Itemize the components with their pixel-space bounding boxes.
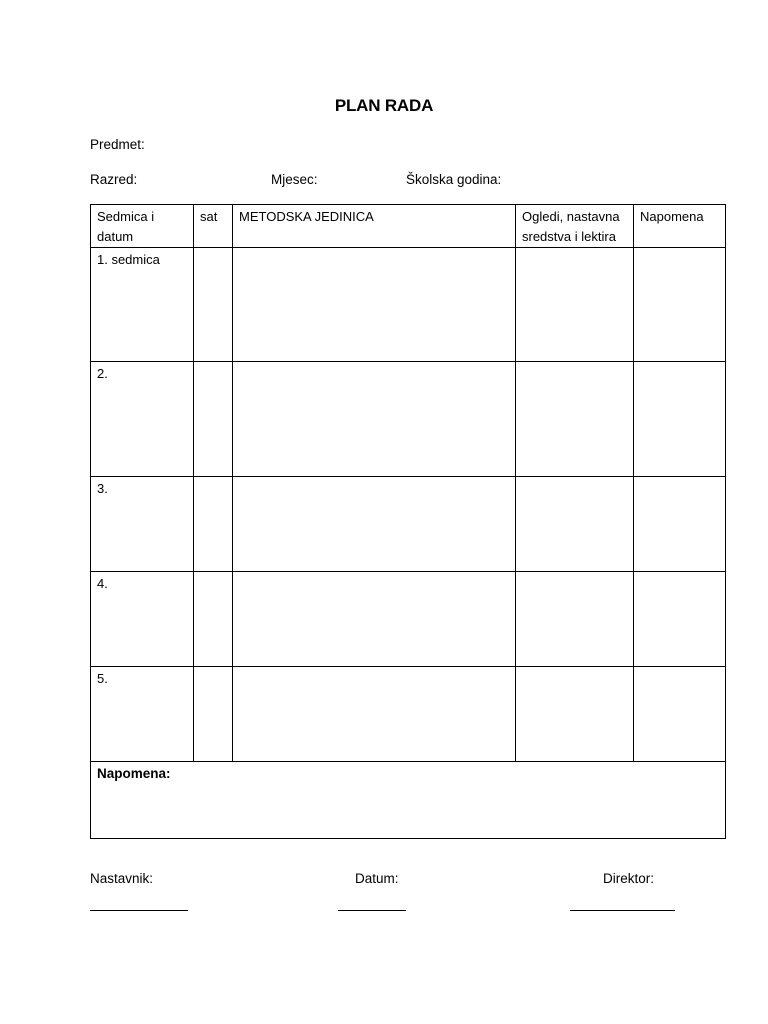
header-unit: METODSKA JEDINICA bbox=[233, 205, 516, 248]
document-title: PLAN RADA bbox=[334, 96, 434, 115]
date-label: Datum: bbox=[355, 871, 399, 886]
table-row bbox=[91, 572, 726, 667]
week-cell[interactable]: 2. bbox=[91, 362, 194, 477]
table-row bbox=[91, 248, 726, 362]
hour-cell[interactable] bbox=[194, 362, 233, 477]
materials-cell[interactable] bbox=[516, 248, 634, 362]
header-week: Sedmica i datum bbox=[91, 205, 194, 248]
week-cell[interactable]: 3. bbox=[91, 477, 194, 572]
teacher-label: Nastavnik: bbox=[90, 871, 154, 886]
mjesec-label: Mjesec: bbox=[271, 172, 318, 187]
table-row bbox=[91, 667, 726, 762]
teacher-signature-line[interactable] bbox=[90, 910, 188, 911]
materials-cell[interactable] bbox=[516, 477, 634, 572]
note-cell[interactable] bbox=[634, 362, 726, 477]
unit-cell[interactable] bbox=[233, 667, 516, 762]
note-cell[interactable] bbox=[634, 667, 726, 762]
hour-cell[interactable] bbox=[194, 667, 233, 762]
hour-cell[interactable] bbox=[194, 572, 233, 667]
skolska-godina-label: Školska godina: bbox=[406, 172, 502, 187]
header-hour: sat bbox=[194, 205, 233, 248]
table-row bbox=[91, 362, 726, 477]
unit-cell[interactable] bbox=[233, 248, 516, 362]
materials-cell[interactable] bbox=[516, 667, 634, 762]
footer-note-label: Napomena: bbox=[97, 766, 171, 781]
hour-cell[interactable] bbox=[194, 477, 233, 572]
materials-cell[interactable] bbox=[516, 572, 634, 667]
unit-cell[interactable] bbox=[233, 477, 516, 572]
header-note: Napomena bbox=[634, 205, 726, 248]
director-label: Direktor: bbox=[603, 871, 655, 886]
unit-cell[interactable] bbox=[233, 362, 516, 477]
table-row bbox=[91, 477, 726, 572]
week-cell[interactable]: 1. sedmica bbox=[91, 248, 194, 362]
week-cell[interactable]: 4. bbox=[91, 572, 194, 667]
razred-label: Razred: bbox=[90, 172, 138, 187]
note-cell[interactable] bbox=[634, 477, 726, 572]
hour-cell[interactable] bbox=[194, 248, 233, 362]
materials-cell[interactable] bbox=[516, 362, 634, 477]
note-cell[interactable] bbox=[634, 572, 726, 667]
table-header-row bbox=[91, 205, 726, 248]
predmet-label: Predmet: bbox=[90, 137, 145, 152]
director-signature-line[interactable] bbox=[570, 910, 675, 911]
header-materials: Ogledi, nastavna sredstva i lektira bbox=[516, 205, 634, 248]
footer-note-cell[interactable] bbox=[91, 762, 726, 839]
table-footer-row bbox=[91, 762, 726, 839]
week-cell[interactable]: 5. bbox=[91, 667, 194, 762]
note-cell[interactable] bbox=[634, 248, 726, 362]
plan-table bbox=[90, 204, 726, 839]
unit-cell[interactable] bbox=[233, 572, 516, 667]
date-signature-line[interactable] bbox=[338, 910, 406, 911]
